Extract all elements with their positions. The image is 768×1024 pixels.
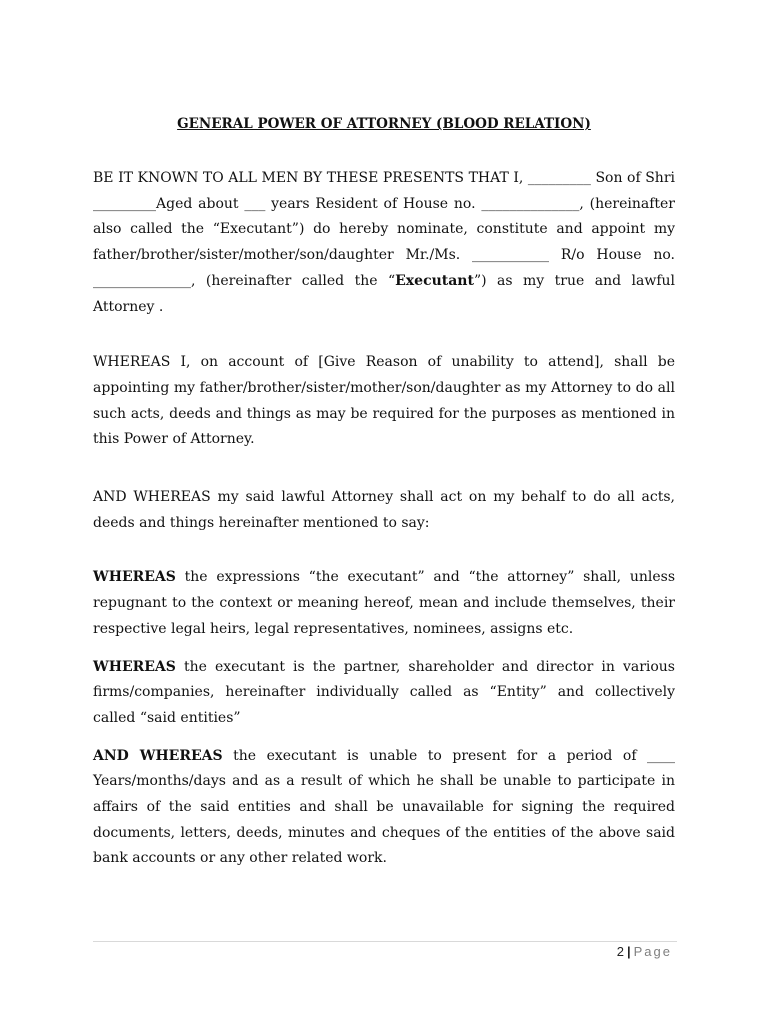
footer-separator: | bbox=[626, 944, 631, 959]
document-title: GENERAL POWER OF ATTORNEY (BLOOD RELATION) bbox=[177, 116, 591, 132]
paragraph-and-whereas-unable bbox=[93, 744, 675, 873]
page-number: 2 bbox=[616, 944, 624, 959]
expressions-text: the expressions “the executant” and “the attorney” shall, unless repugnant to the context or meaning hereof, mean and include themselves, their respective legal heirs, legal representatives, nominees, assigns etc. bbox=[93, 569, 675, 637]
document-body bbox=[93, 116, 675, 872]
unable-text: the executant is unable to present for a period of ____ Years/months/days and as a result of which he shall be unable to participate in affairs of the said entities and shall be unavailable for signing the required documents, letters, deeds, minutes and cheques of the entities of the above said bank accounts or any other related work. bbox=[93, 747, 676, 867]
and-whereas-bold: AND WHEREAS bbox=[93, 747, 223, 764]
whereas-bold: WHEREAS bbox=[93, 569, 176, 586]
paragraph-whereas-expressions bbox=[93, 565, 675, 642]
whereas-bold: WHEREAS bbox=[93, 658, 176, 675]
executant-bold: Executant bbox=[395, 272, 474, 289]
paragraph-declaration bbox=[93, 166, 675, 320]
declaration-text-a: BE IT KNOWN TO ALL MEN BY THESE PRESENTS THAT I, _________ Son of Shri _________Aged about ___ years Resident of House no. ______________, (hereinafter also called the “Executant”) do hereby nominate, constitute and appoint my father/brother/sister/mother/son/daughter Mr./Ms. ___________ R/o House no. ______________, (hereinafter called the “ bbox=[93, 170, 675, 289]
page-footer bbox=[617, 944, 672, 959]
partner-text: the executant is the partner, shareholder and director in various firms/companies, hereinafter individually called as “Entity” and collectively called “said entities” bbox=[93, 658, 675, 726]
paragraph-whereas-partner bbox=[93, 655, 675, 732]
declaration-text-b: ”) as my true and lawful Attorney . bbox=[93, 272, 676, 315]
page-label: Page bbox=[633, 944, 672, 959]
footer-divider bbox=[93, 941, 677, 942]
paragraph-whereas-reason: WHEREAS I, on account of [Give Reason of unability to attend], shall be appointing my father/brother/sister/mother/son/daughter as my Attorney to do all such acts, deeds and things as may be required for the purposes as mentioned in this Power of Attorney. bbox=[93, 354, 675, 448]
paragraph-and-whereas-attorney: AND WHEREAS my said lawful Attorney shall act on my behalf to do all acts, deeds and things hereinafter mentioned to say: bbox=[93, 489, 675, 531]
